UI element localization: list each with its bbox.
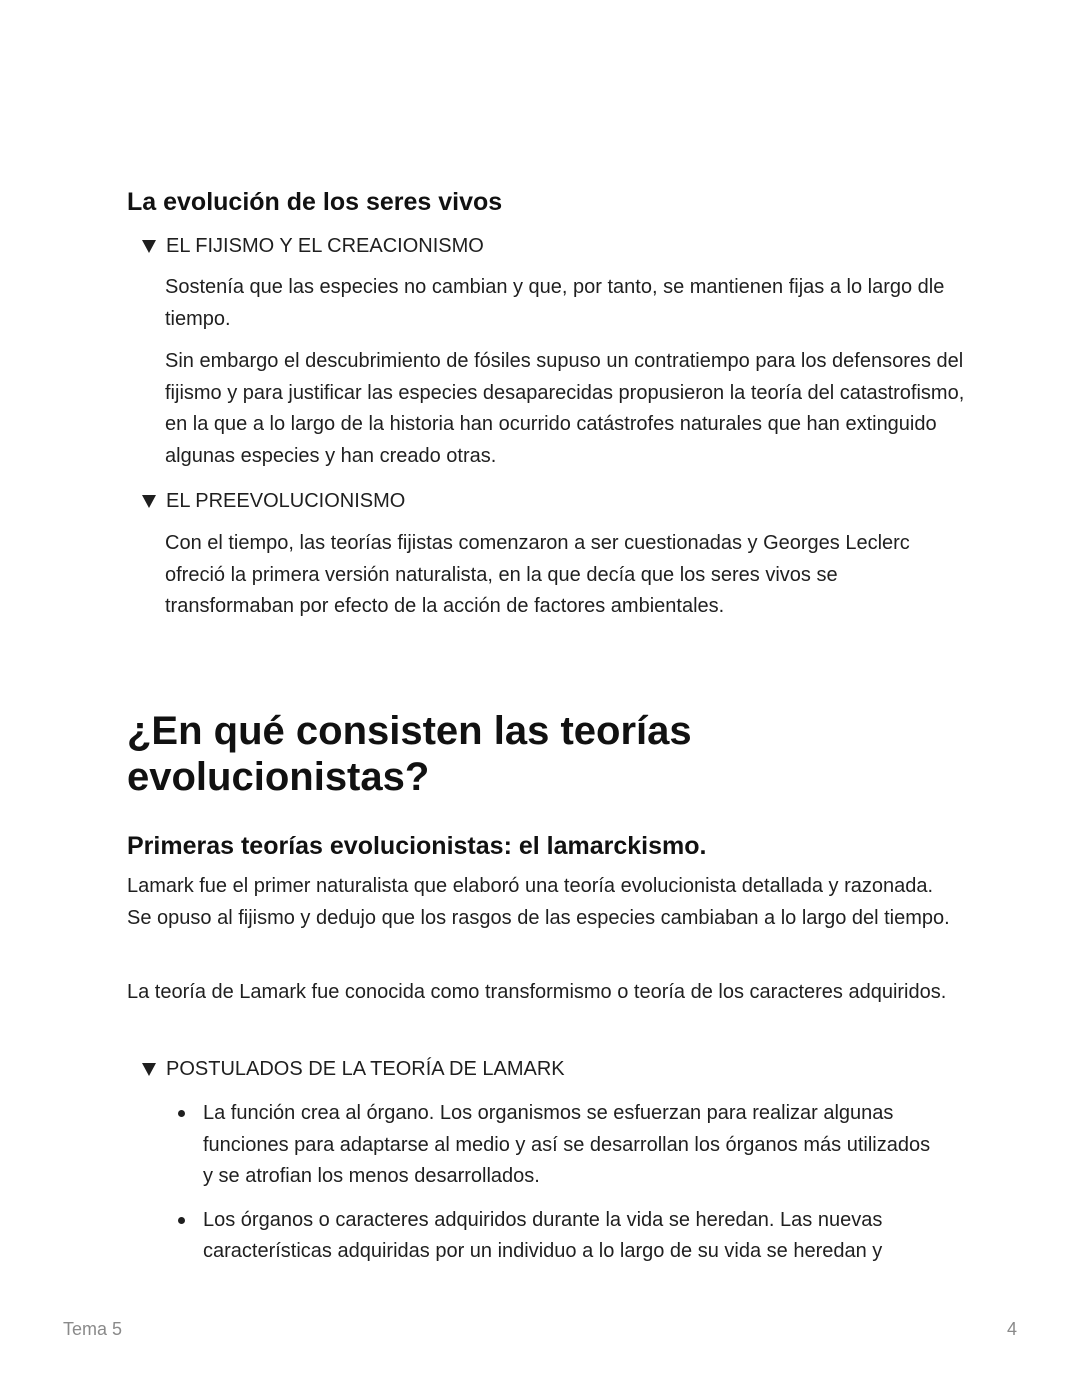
toggle-postulados[interactable] <box>140 1055 565 1083</box>
postulados-list <box>175 1098 945 1280</box>
toggle-preevolucionismo[interactable] <box>140 487 405 515</box>
section-heading-evolucion: La evolución de los seres vivos <box>127 188 503 216</box>
list-item-text: Los órganos o caracteres adquiridos durante la vida se heredan. Las nuevas características adquiridas por un individuo a lo largo de su vida se heredan y <box>203 1208 883 1262</box>
paragraph-fijismo-2: Sin embargo el descubrimiento de fósiles supuso un contratiempo para los defensores del fijismo y para justificar las especies desaparecidas propusieron la teoría del catastrofismo, en la que a lo largo de la historia han ocurrido catástrofes naturales que han extinguido algunas especies y han creado otras. <box>165 350 965 467</box>
toggle-label: EL PREEVOLUCIONISMO <box>166 490 406 512</box>
section-heading-lamarckismo: Primeras teorías evolucionistas: el lamarckismo. <box>127 832 707 860</box>
toggle-triangle-icon <box>142 240 156 253</box>
paragraph-lamark-2: La teoría de Lamark fue conocida como transformismo o teoría de los caracteres adquiridos. <box>127 981 947 1003</box>
list-item-text: La función crea al órgano. Los organismos se esfuerzan para realizar algunas funciones para adaptarse al medio y así se desarrollan los órganos más utilizados y se atrofian los menos desarrollados. <box>203 1102 931 1187</box>
toggle-triangle-icon <box>142 1063 156 1076</box>
page-number: 4 <box>1006 1319 1017 1339</box>
list-item <box>175 1205 945 1268</box>
footer-title: Tema 5 <box>63 1319 123 1339</box>
toggle-label: POSTULADOS DE LA TEORÍA DE LAMARK <box>166 1058 565 1080</box>
bullet-dot-icon <box>178 1110 185 1117</box>
page-title: ¿En qué consisten las teorías evolucionistas? <box>127 709 692 799</box>
toggle-label: EL FIJISMO Y EL CREACIONISMO <box>166 235 484 257</box>
list-item <box>175 1098 945 1193</box>
bullet-dot-icon <box>178 1217 185 1224</box>
paragraph-preevolucionismo: Con el tiempo, las teorías fijistas comenzaron a ser cuestionadas y Georges Leclerc ofreció la primera versión naturalista, en la que decía que los seres vivos se transformaban por efecto de la acción de factores ambientales. <box>165 532 910 617</box>
toggle-triangle-icon <box>142 495 156 508</box>
paragraph-lamark-1: Lamark fue el primer naturalista que elaboró una teoría evolucionista detallada y razonada. Se opuso al fijismo y dedujo que los rasgos de las especies cambiaban a lo largo del tiempo. <box>127 875 950 929</box>
paragraph-fijismo-1: Sostenía que las especies no cambian y que, por tanto, se mantienen fijas a lo largo dle tiempo. <box>165 276 945 330</box>
toggle-fijismo[interactable] <box>140 232 484 260</box>
